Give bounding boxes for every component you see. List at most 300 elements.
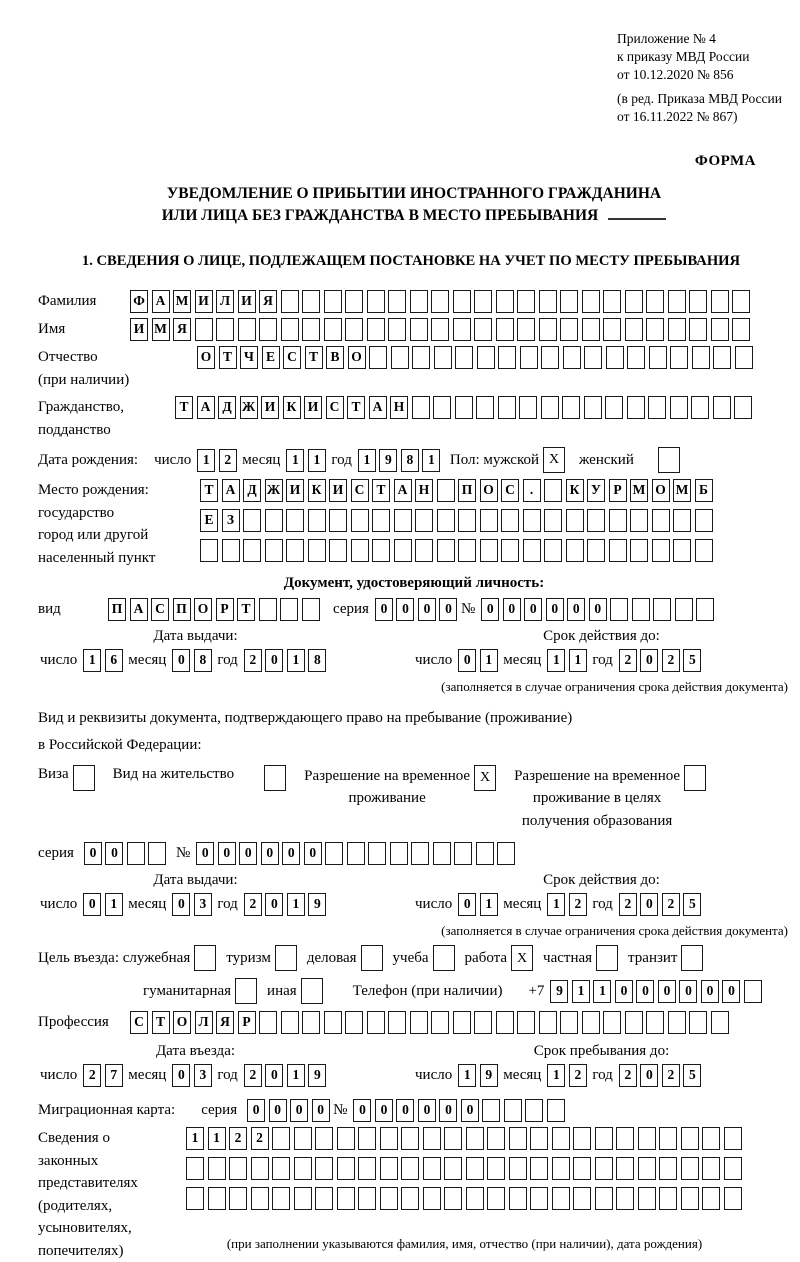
char-cell[interactable]: 0 bbox=[439, 1099, 457, 1122]
char-cell[interactable]: Б bbox=[695, 479, 713, 502]
char-cell[interactable] bbox=[496, 290, 514, 313]
char-cell[interactable] bbox=[411, 842, 429, 865]
char-cell[interactable]: 0 bbox=[640, 1064, 658, 1087]
char-cell[interactable] bbox=[625, 290, 643, 313]
char-cell[interactable] bbox=[337, 1127, 355, 1150]
char-cell[interactable]: 1 bbox=[547, 649, 565, 672]
char-cell[interactable] bbox=[308, 509, 326, 532]
char-cell[interactable]: П bbox=[108, 598, 126, 621]
char-cell[interactable]: Н bbox=[390, 396, 408, 419]
char-cell[interactable] bbox=[501, 509, 519, 532]
char-cell[interactable]: 0 bbox=[265, 893, 283, 916]
char-cell[interactable] bbox=[308, 539, 326, 562]
char-cell[interactable] bbox=[652, 539, 670, 562]
char-cell[interactable] bbox=[566, 509, 584, 532]
char-cell[interactable] bbox=[668, 318, 686, 341]
char-cell[interactable] bbox=[345, 318, 363, 341]
char-cell[interactable] bbox=[724, 1157, 742, 1180]
char-cell[interactable]: 0 bbox=[375, 598, 393, 621]
purpose-work-checkbox[interactable]: X bbox=[511, 945, 533, 971]
char-cell[interactable] bbox=[401, 1187, 419, 1210]
char-cell[interactable] bbox=[345, 1011, 363, 1034]
char-cell[interactable] bbox=[474, 318, 492, 341]
char-cell[interactable]: Ж bbox=[265, 479, 283, 502]
char-cell[interactable] bbox=[351, 509, 369, 532]
char-cell[interactable]: 1 bbox=[422, 449, 440, 472]
char-cell[interactable] bbox=[474, 1011, 492, 1034]
char-cell[interactable] bbox=[711, 318, 729, 341]
char-cell[interactable] bbox=[437, 479, 455, 502]
char-cell[interactable]: 0 bbox=[567, 598, 585, 621]
char-cell[interactable]: 1 bbox=[286, 449, 304, 472]
char-cell[interactable] bbox=[560, 290, 578, 313]
char-cell[interactable]: Т bbox=[175, 396, 193, 419]
char-cell[interactable] bbox=[563, 346, 581, 369]
char-cell[interactable] bbox=[444, 1157, 462, 1180]
char-cell[interactable] bbox=[482, 1099, 500, 1122]
char-cell[interactable]: 0 bbox=[105, 842, 123, 865]
char-cell[interactable] bbox=[584, 346, 602, 369]
char-cell[interactable] bbox=[744, 980, 762, 1003]
char-cell[interactable]: О bbox=[480, 479, 498, 502]
char-cell[interactable]: 0 bbox=[418, 1099, 436, 1122]
char-cell[interactable] bbox=[259, 1011, 277, 1034]
char-cell[interactable]: И bbox=[329, 479, 347, 502]
char-cell[interactable] bbox=[358, 1187, 376, 1210]
char-cell[interactable] bbox=[582, 318, 600, 341]
char-cell[interactable]: 9 bbox=[308, 893, 326, 916]
char-cell[interactable] bbox=[519, 396, 537, 419]
char-cell[interactable]: 7 bbox=[105, 1064, 123, 1087]
char-cell[interactable] bbox=[681, 1187, 699, 1210]
char-cell[interactable] bbox=[648, 396, 666, 419]
char-cell[interactable] bbox=[477, 346, 495, 369]
char-cell[interactable] bbox=[632, 598, 650, 621]
char-cell[interactable] bbox=[732, 318, 750, 341]
char-cell[interactable]: У bbox=[587, 479, 605, 502]
char-cell[interactable] bbox=[243, 509, 261, 532]
char-cell[interactable] bbox=[595, 1127, 613, 1150]
char-cell[interactable] bbox=[496, 1011, 514, 1034]
char-cell[interactable]: И bbox=[238, 290, 256, 313]
char-cell[interactable]: 0 bbox=[481, 598, 499, 621]
char-cell[interactable] bbox=[325, 842, 343, 865]
char-cell[interactable] bbox=[388, 318, 406, 341]
char-cell[interactable]: 2 bbox=[662, 649, 680, 672]
char-cell[interactable] bbox=[433, 842, 451, 865]
char-cell[interactable]: 1 bbox=[480, 649, 498, 672]
char-cell[interactable]: 5 bbox=[683, 649, 701, 672]
char-cell[interactable] bbox=[487, 1127, 505, 1150]
char-cell[interactable]: С bbox=[151, 598, 169, 621]
char-cell[interactable] bbox=[517, 290, 535, 313]
char-cell[interactable] bbox=[584, 396, 602, 419]
char-cell[interactable]: С bbox=[501, 479, 519, 502]
char-cell[interactable] bbox=[702, 1157, 720, 1180]
char-cell[interactable] bbox=[390, 842, 408, 865]
char-cell[interactable]: 0 bbox=[615, 980, 633, 1003]
char-cell[interactable]: А bbox=[130, 598, 148, 621]
temp-permit-checkbox[interactable]: X bbox=[474, 765, 496, 791]
char-cell[interactable] bbox=[437, 539, 455, 562]
char-cell[interactable] bbox=[724, 1187, 742, 1210]
char-cell[interactable] bbox=[517, 1011, 535, 1034]
char-cell[interactable] bbox=[711, 290, 729, 313]
char-cell[interactable]: Т bbox=[237, 598, 255, 621]
char-cell[interactable] bbox=[401, 1127, 419, 1150]
char-cell[interactable]: П bbox=[458, 479, 476, 502]
char-cell[interactable] bbox=[476, 842, 494, 865]
char-cell[interactable]: Я bbox=[173, 318, 191, 341]
char-cell[interactable] bbox=[689, 1011, 707, 1034]
char-cell[interactable] bbox=[286, 539, 304, 562]
char-cell[interactable] bbox=[487, 1157, 505, 1180]
char-cell[interactable] bbox=[609, 539, 627, 562]
char-cell[interactable]: М bbox=[630, 479, 648, 502]
char-cell[interactable]: 1 bbox=[547, 893, 565, 916]
char-cell[interactable] bbox=[638, 1187, 656, 1210]
char-cell[interactable] bbox=[410, 1011, 428, 1034]
char-cell[interactable] bbox=[423, 1127, 441, 1150]
char-cell[interactable] bbox=[280, 598, 298, 621]
char-cell[interactable] bbox=[315, 1157, 333, 1180]
char-cell[interactable] bbox=[695, 509, 713, 532]
sex-female-checkbox[interactable] bbox=[658, 447, 680, 473]
char-cell[interactable] bbox=[587, 509, 605, 532]
char-cell[interactable] bbox=[539, 290, 557, 313]
char-cell[interactable]: А bbox=[197, 396, 215, 419]
char-cell[interactable]: 0 bbox=[172, 893, 190, 916]
char-cell[interactable] bbox=[659, 1187, 677, 1210]
char-cell[interactable] bbox=[566, 539, 584, 562]
char-cell[interactable]: 0 bbox=[172, 1064, 190, 1087]
char-cell[interactable] bbox=[480, 539, 498, 562]
char-cell[interactable] bbox=[466, 1187, 484, 1210]
char-cell[interactable] bbox=[668, 290, 686, 313]
char-cell[interactable]: И bbox=[130, 318, 148, 341]
char-cell[interactable]: 0 bbox=[461, 1099, 479, 1122]
char-cell[interactable]: 9 bbox=[308, 1064, 326, 1087]
char-cell[interactable] bbox=[466, 1157, 484, 1180]
char-cell[interactable] bbox=[539, 1011, 557, 1034]
char-cell[interactable]: 2 bbox=[619, 649, 637, 672]
char-cell[interactable] bbox=[480, 509, 498, 532]
char-cell[interactable] bbox=[238, 318, 256, 341]
char-cell[interactable] bbox=[616, 1187, 634, 1210]
char-cell[interactable]: 0 bbox=[304, 842, 322, 865]
char-cell[interactable] bbox=[229, 1187, 247, 1210]
char-cell[interactable]: Т bbox=[372, 479, 390, 502]
char-cell[interactable]: 2 bbox=[219, 449, 237, 472]
char-cell[interactable]: 2 bbox=[662, 893, 680, 916]
char-cell[interactable] bbox=[281, 290, 299, 313]
char-cell[interactable]: О bbox=[197, 346, 215, 369]
char-cell[interactable]: 0 bbox=[679, 980, 697, 1003]
char-cell[interactable]: О bbox=[173, 1011, 191, 1034]
char-cell[interactable] bbox=[315, 1127, 333, 1150]
char-cell[interactable]: 1 bbox=[208, 1127, 226, 1150]
char-cell[interactable] bbox=[412, 396, 430, 419]
char-cell[interactable] bbox=[455, 346, 473, 369]
char-cell[interactable]: 1 bbox=[287, 893, 305, 916]
char-cell[interactable]: 0 bbox=[418, 598, 436, 621]
char-cell[interactable] bbox=[437, 509, 455, 532]
char-cell[interactable]: 2 bbox=[619, 1064, 637, 1087]
char-cell[interactable]: 0 bbox=[269, 1099, 287, 1122]
char-cell[interactable]: 1 bbox=[186, 1127, 204, 1150]
char-cell[interactable]: 0 bbox=[261, 842, 279, 865]
char-cell[interactable] bbox=[652, 509, 670, 532]
char-cell[interactable]: К bbox=[308, 479, 326, 502]
char-cell[interactable]: 0 bbox=[658, 980, 676, 1003]
char-cell[interactable]: 0 bbox=[458, 893, 476, 916]
char-cell[interactable] bbox=[453, 318, 471, 341]
char-cell[interactable] bbox=[367, 1011, 385, 1034]
char-cell[interactable] bbox=[455, 396, 473, 419]
char-cell[interactable]: 8 bbox=[308, 649, 326, 672]
char-cell[interactable] bbox=[734, 396, 752, 419]
char-cell[interactable]: 2 bbox=[619, 893, 637, 916]
char-cell[interactable] bbox=[229, 1157, 247, 1180]
char-cell[interactable] bbox=[412, 346, 430, 369]
char-cell[interactable]: А bbox=[222, 479, 240, 502]
char-cell[interactable]: 1 bbox=[480, 893, 498, 916]
char-cell[interactable] bbox=[380, 1127, 398, 1150]
char-cell[interactable]: Т bbox=[305, 346, 323, 369]
char-cell[interactable] bbox=[454, 842, 472, 865]
char-cell[interactable] bbox=[415, 539, 433, 562]
char-cell[interactable] bbox=[616, 1157, 634, 1180]
char-cell[interactable] bbox=[627, 396, 645, 419]
char-cell[interactable] bbox=[294, 1127, 312, 1150]
char-cell[interactable]: 0 bbox=[218, 842, 236, 865]
sex-male-checkbox[interactable]: X bbox=[543, 447, 565, 473]
char-cell[interactable] bbox=[423, 1157, 441, 1180]
char-cell[interactable] bbox=[603, 290, 621, 313]
char-cell[interactable] bbox=[265, 539, 283, 562]
char-cell[interactable]: 0 bbox=[172, 649, 190, 672]
char-cell[interactable]: 2 bbox=[244, 649, 262, 672]
char-cell[interactable] bbox=[673, 539, 691, 562]
char-cell[interactable] bbox=[337, 1157, 355, 1180]
char-cell[interactable]: 2 bbox=[662, 1064, 680, 1087]
char-cell[interactable] bbox=[367, 290, 385, 313]
char-cell[interactable] bbox=[523, 509, 541, 532]
char-cell[interactable]: С bbox=[351, 479, 369, 502]
char-cell[interactable]: П bbox=[173, 598, 191, 621]
char-cell[interactable] bbox=[659, 1157, 677, 1180]
char-cell[interactable] bbox=[541, 346, 559, 369]
char-cell[interactable] bbox=[587, 539, 605, 562]
char-cell[interactable]: 1 bbox=[83, 649, 101, 672]
char-cell[interactable] bbox=[127, 842, 145, 865]
char-cell[interactable]: Р bbox=[238, 1011, 256, 1034]
char-cell[interactable]: М bbox=[173, 290, 191, 313]
char-cell[interactable] bbox=[208, 1157, 226, 1180]
char-cell[interactable] bbox=[735, 346, 753, 369]
char-cell[interactable] bbox=[520, 346, 538, 369]
char-cell[interactable] bbox=[345, 290, 363, 313]
char-cell[interactable]: 1 bbox=[572, 980, 590, 1003]
char-cell[interactable] bbox=[530, 1157, 548, 1180]
char-cell[interactable] bbox=[324, 1011, 342, 1034]
char-cell[interactable]: Е bbox=[262, 346, 280, 369]
char-cell[interactable]: О bbox=[652, 479, 670, 502]
char-cell[interactable] bbox=[560, 1011, 578, 1034]
char-cell[interactable] bbox=[329, 539, 347, 562]
char-cell[interactable]: Е bbox=[200, 509, 218, 532]
char-cell[interactable] bbox=[673, 509, 691, 532]
char-cell[interactable]: 0 bbox=[396, 1099, 414, 1122]
char-cell[interactable] bbox=[625, 318, 643, 341]
char-cell[interactable] bbox=[497, 842, 515, 865]
char-cell[interactable] bbox=[609, 509, 627, 532]
char-cell[interactable] bbox=[517, 318, 535, 341]
char-cell[interactable] bbox=[603, 1011, 621, 1034]
edu-permit-checkbox[interactable] bbox=[684, 765, 706, 791]
char-cell[interactable] bbox=[251, 1157, 269, 1180]
char-cell[interactable] bbox=[433, 396, 451, 419]
char-cell[interactable] bbox=[302, 318, 320, 341]
char-cell[interactable] bbox=[372, 509, 390, 532]
char-cell[interactable] bbox=[692, 346, 710, 369]
char-cell[interactable] bbox=[625, 1011, 643, 1034]
char-cell[interactable]: 3 bbox=[194, 1064, 212, 1087]
char-cell[interactable]: 0 bbox=[701, 980, 719, 1003]
char-cell[interactable]: 0 bbox=[312, 1099, 330, 1122]
visa-checkbox[interactable] bbox=[73, 765, 95, 791]
char-cell[interactable] bbox=[732, 290, 750, 313]
char-cell[interactable] bbox=[573, 1187, 591, 1210]
char-cell[interactable]: Ч bbox=[240, 346, 258, 369]
char-cell[interactable] bbox=[689, 290, 707, 313]
char-cell[interactable]: 0 bbox=[524, 598, 542, 621]
char-cell[interactable] bbox=[329, 509, 347, 532]
char-cell[interactable] bbox=[544, 539, 562, 562]
char-cell[interactable] bbox=[337, 1187, 355, 1210]
char-cell[interactable] bbox=[638, 1127, 656, 1150]
char-cell[interactable] bbox=[711, 1011, 729, 1034]
purpose-study-checkbox[interactable] bbox=[433, 945, 455, 971]
char-cell[interactable] bbox=[498, 346, 516, 369]
char-cell[interactable]: 0 bbox=[353, 1099, 371, 1122]
char-cell[interactable]: 0 bbox=[375, 1099, 393, 1122]
char-cell[interactable] bbox=[525, 1099, 543, 1122]
char-cell[interactable]: 1 bbox=[593, 980, 611, 1003]
char-cell[interactable]: К bbox=[566, 479, 584, 502]
char-cell[interactable] bbox=[603, 318, 621, 341]
char-cell[interactable] bbox=[302, 290, 320, 313]
char-cell[interactable]: С bbox=[283, 346, 301, 369]
char-cell[interactable]: 0 bbox=[458, 649, 476, 672]
char-cell[interactable] bbox=[466, 1127, 484, 1150]
char-cell[interactable]: А bbox=[394, 479, 412, 502]
char-cell[interactable] bbox=[670, 346, 688, 369]
char-cell[interactable] bbox=[539, 318, 557, 341]
char-cell[interactable]: 2 bbox=[244, 893, 262, 916]
char-cell[interactable] bbox=[358, 1157, 376, 1180]
char-cell[interactable]: В bbox=[326, 346, 344, 369]
char-cell[interactable] bbox=[573, 1157, 591, 1180]
char-cell[interactable] bbox=[560, 318, 578, 341]
char-cell[interactable]: 0 bbox=[265, 649, 283, 672]
char-cell[interactable]: Р bbox=[609, 479, 627, 502]
char-cell[interactable] bbox=[653, 598, 671, 621]
char-cell[interactable]: Я bbox=[216, 1011, 234, 1034]
char-cell[interactable]: 0 bbox=[247, 1099, 265, 1122]
char-cell[interactable]: Т bbox=[152, 1011, 170, 1034]
char-cell[interactable] bbox=[195, 318, 213, 341]
char-cell[interactable] bbox=[474, 290, 492, 313]
char-cell[interactable] bbox=[702, 1127, 720, 1150]
char-cell[interactable] bbox=[544, 509, 562, 532]
purpose-business-checkbox[interactable] bbox=[361, 945, 383, 971]
char-cell[interactable] bbox=[148, 842, 166, 865]
char-cell[interactable]: Ж bbox=[240, 396, 258, 419]
char-cell[interactable] bbox=[453, 1011, 471, 1034]
char-cell[interactable] bbox=[281, 318, 299, 341]
char-cell[interactable] bbox=[294, 1157, 312, 1180]
char-cell[interactable] bbox=[243, 539, 261, 562]
char-cell[interactable]: И bbox=[195, 290, 213, 313]
char-cell[interactable]: 8 bbox=[194, 649, 212, 672]
char-cell[interactable] bbox=[388, 1011, 406, 1034]
char-cell[interactable] bbox=[358, 1127, 376, 1150]
char-cell[interactable] bbox=[691, 396, 709, 419]
char-cell[interactable]: Я bbox=[259, 290, 277, 313]
char-cell[interactable] bbox=[509, 1127, 527, 1150]
char-cell[interactable] bbox=[675, 598, 693, 621]
char-cell[interactable] bbox=[410, 318, 428, 341]
char-cell[interactable]: 0 bbox=[290, 1099, 308, 1122]
char-cell[interactable] bbox=[487, 1187, 505, 1210]
char-cell[interactable]: Р bbox=[216, 598, 234, 621]
char-cell[interactable] bbox=[458, 509, 476, 532]
char-cell[interactable] bbox=[453, 290, 471, 313]
char-cell[interactable]: 3 bbox=[194, 893, 212, 916]
char-cell[interactable] bbox=[509, 1157, 527, 1180]
char-cell[interactable]: 0 bbox=[239, 842, 257, 865]
char-cell[interactable] bbox=[272, 1187, 290, 1210]
char-cell[interactable]: Т bbox=[347, 396, 365, 419]
char-cell[interactable]: И bbox=[261, 396, 279, 419]
char-cell[interactable]: 1 bbox=[287, 1064, 305, 1087]
char-cell[interactable] bbox=[372, 539, 390, 562]
char-cell[interactable] bbox=[544, 479, 562, 502]
char-cell[interactable] bbox=[670, 396, 688, 419]
char-cell[interactable] bbox=[380, 1157, 398, 1180]
char-cell[interactable] bbox=[547, 1099, 565, 1122]
char-cell[interactable]: И bbox=[286, 479, 304, 502]
char-cell[interactable] bbox=[476, 396, 494, 419]
char-cell[interactable]: Л bbox=[195, 1011, 213, 1034]
purpose-official-checkbox[interactable] bbox=[194, 945, 216, 971]
char-cell[interactable] bbox=[689, 318, 707, 341]
char-cell[interactable] bbox=[391, 346, 409, 369]
char-cell[interactable] bbox=[415, 509, 433, 532]
char-cell[interactable]: 0 bbox=[546, 598, 564, 621]
char-cell[interactable] bbox=[541, 396, 559, 419]
char-cell[interactable]: 0 bbox=[640, 893, 658, 916]
char-cell[interactable] bbox=[315, 1187, 333, 1210]
char-cell[interactable]: Д bbox=[218, 396, 236, 419]
char-cell[interactable]: 0 bbox=[265, 1064, 283, 1087]
char-cell[interactable] bbox=[696, 598, 714, 621]
char-cell[interactable] bbox=[281, 1011, 299, 1034]
char-cell[interactable] bbox=[401, 1157, 419, 1180]
char-cell[interactable]: З bbox=[222, 509, 240, 532]
char-cell[interactable]: 1 bbox=[569, 649, 587, 672]
